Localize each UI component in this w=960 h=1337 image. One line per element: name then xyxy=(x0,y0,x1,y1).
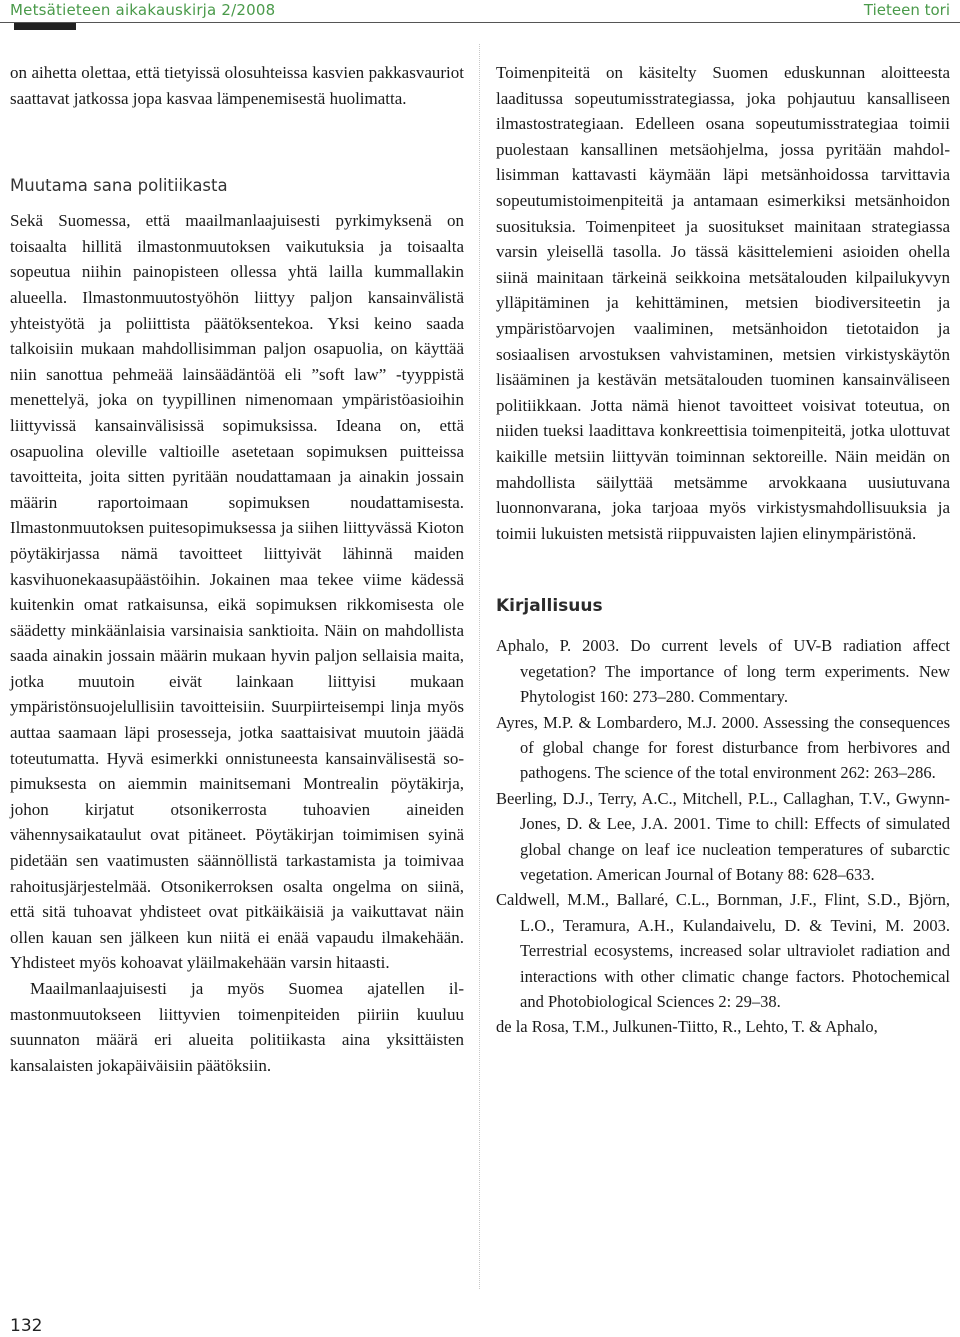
section-heading: Muutama sana politiikasta xyxy=(10,176,228,196)
reference-item: Ayres, M.P. & Lombardero, M.J. 2000. Assessing the consequences of global change for forest disturbance from herbivores and pathogens. The science of the total environment 262: 263–286. xyxy=(496,712,950,783)
page-number: 132 xyxy=(10,1316,43,1336)
journal-title: Metsätieteen aikakauskirja 2/2008 xyxy=(10,1,276,19)
section-name: Tieteen tori xyxy=(863,1,950,19)
body-paragraph-2: Maailmanlaajuisesti ja myös Suomea ajatellen ilmastonmuutokseen liittyvien toimenpiteiden piiriin kuuluu suunnaton määrä eri alueita politiikasta aina yksittäisten kansalaisten jokapäiväisiin päätöksiin. xyxy=(10,979,464,1075)
page-header xyxy=(0,0,960,22)
references-heading: Kirjallisuus xyxy=(496,596,603,617)
header-accent-bar xyxy=(14,23,76,30)
body-paragraph-1: Sekä Suomessa, että maailmanlaajuisesti pyrkimyksenä on toisaalta hillitä ilmastonmuutoksen vaikutuksia ja toisaalta sopeutua niihin painopisteen ollessa yhtä lailla kummallakin alueella. Ilmastonmuutostyöhön liittyy paljon kansainvälistä yhteistyötä ja poliittista päätöksentekoa. Yksi keino saada talkoisiin mukaan mahdollisimman paljon osapuolia, on käyttää niin sanottua pehmeää lainsäädäntöä eli ”soft law” -tyyppistä menettelyä, joka on tyypillinen nimenomaan ympäristöasioihin liittyvissä kansainvälisissä sopimuksissa. Ideana on, että osapuolina oleville valtioille asetetaan sopimuksen puitteissa tavoitteita, joita sitten pyritään noudattamaan ja ainakin jossain määrin raportoimaan sopimuksen noudattamisesta. Ilmastonmuutoksen puitesopimuksessa ja siihen liittyvässä Kioton pöytäkirjassa nämä tavoitteet liittyivät lähinnä maiden kasvihuonekaasupäästöihin. Jokainen maa tekee viime kädessä kuitenkin omat ratkaisunsa, eikä sopimuksen rikkomisesta ole säädetty minkäänlaisia varsinaisia sanktioita. Näin on mahdollista saada ainakin jossain määrin mukaan hyvin paljon sellaisia maita, jotka muutoin eivät lainkaan liittyisi mukaan ympäristönsuojelullisiin tavoitteisiin. Suurpiirteisempi linja myös auttaa saamaan läpi prosesseja, jotka saattaisivat muutoin jäädä toteutumatta. Hyvä esimerkki onnistuneesta kansainvälisestä sopimuksesta on aiemmin mainitsemani Montrealin pöytäkirja, johon kirjatut otsonikerrosta tuhoavien aineiden vähennysaikataulut ovat pitäneet. Pöytäkirjan toimimisen syinä pidetään sen vaatimusten säännöllistä tarkastamista ja toimivaa rahoitusjärjestelmää. Otsonikerroksen osalta ongelma on siinä, että sitä tuhoavat yhdisteet ovat pitkäikäisiä ja vaikuttavat näin ollen kauan sen jälkeen kun niitä ei enää vapaudu ilmakehään. Yhdisteet myös kohoavat yläilmakehään varsin hitaasti. xyxy=(10,211,464,973)
intro-paragraph: on aihetta olettaa, että tietyissä olosuhteissa kasvien pakkasvauriot saattavat jatkossa jopa kasvaa lämpenemisestä huolimatta. xyxy=(10,63,464,108)
reference-item: Aphalo, P. 2003. Do current levels of UV-B radiation affect vegetation? The importance of long term experiments. New Phytologist 160: 273–280. Commentary. xyxy=(496,636,950,707)
body-paragraph-3: Toimenpiteitä on käsitelty Suomen eduskunnan aloitteesta laaditussa sopeutumisstrategiassa, joka pohjautuu kansalliseen ilmastostrategiaan. Edelleen osana sopeutumisstrategiaa toimii puolestaan kansallinen metsäohjelma, jossa pyritään mahdollisimman kattavasti käymään läpi metsänhoidossa tarvittavia sopeutumistoimenpiteitä ja antamaan esimerkiksi metsänhoidon suosituksia. Toimenpiteet ja suositukset mainitaan strategiassa varsin yleisellä tasolla. Jo tässä käsittelemieni asioiden ohella siinä mainitaan tärkeinä seikkoina metsätalouden kilpailukyvyn ylläpitäminen ja kehittäminen, metsien biodiversiteetin ja ympäristöarvojen vaaliminen, metsänhoidon tietotaidon ja sosiaalisen arvostuksen vahvistaminen, metsien virkistyskäytön lisääminen ja kestävän metsätalouden tuominen kansainväliseen politiikkaan. Jotta nämä hienot tavoitteet voisivat toteutua, on niiden tueksi laadittava konkreettisia toimenpiteitä, jotka ulottuvat kaikille metsiin liittyvän toiminnan sektoreille. Näin meidän on mahdollista säilyttää metsämme arvokkaana uusiutuvana luonnonvarana, joka tarjoaa myös virkistysmahdollisuuksia ja toimii lukuisten metsistä riippuvaisten lajien elinympäristönä. xyxy=(496,63,950,543)
right-column xyxy=(496,60,950,1040)
column-divider xyxy=(479,44,480,1289)
reference-item: Beerling, D.J., Terry, A.C., Mitchell, P.L., Callaghan, T.V., Gwynn-Jones, D. & Lee, J.A. 2001. Time to chill: Effects of simulated global change on leaf ice nucleation temperatures of subarctic vegetation. American Journal of Botany 88: 628–633. xyxy=(496,788,950,884)
left-column xyxy=(10,60,464,1078)
references-list xyxy=(496,633,950,1040)
reference-item: de la Rosa, T.M., Julkunen-Tiitto, R., Lehto, T. & Aphalo, xyxy=(496,1017,878,1037)
header-rule xyxy=(0,22,960,23)
reference-item: Caldwell, M.M., Ballaré, C.L., Bornman, J.F., Flint, S.D., Björn, L.O., Teramura, A.H., Kulandaivelu, D. & Tevini, M. 2003. Terrestrial ecosystems, increased solar ultraviolet radiation and interactions with other climatic change factors. Photochemical and Photobiological Sciences 2: 29–38. xyxy=(496,890,950,1011)
